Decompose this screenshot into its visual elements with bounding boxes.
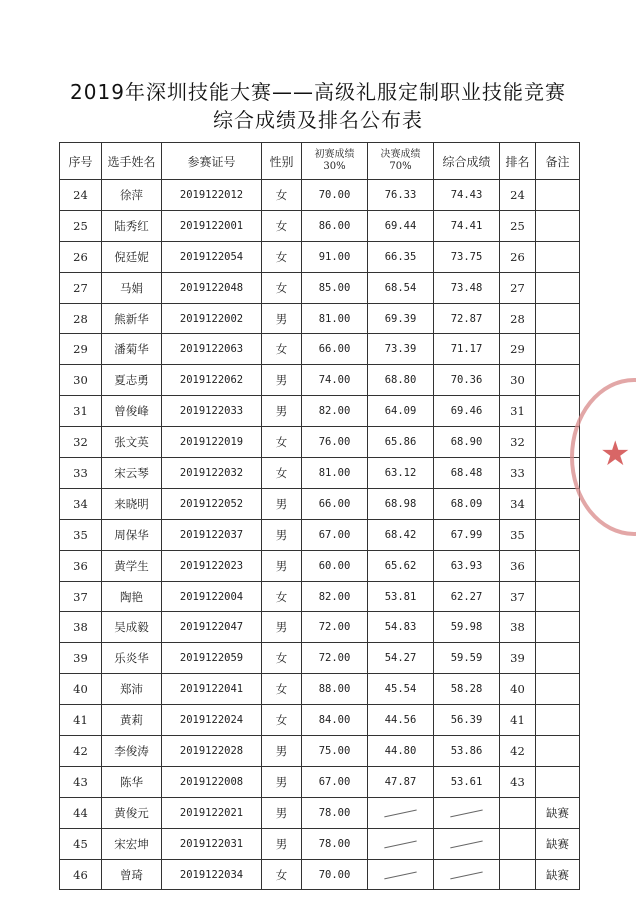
cell-gender: 女 bbox=[262, 272, 302, 303]
cell-note bbox=[536, 210, 580, 241]
cell-id: 2019122023 bbox=[162, 550, 262, 581]
cell-name: 周保华 bbox=[102, 519, 162, 550]
cell-seq: 38 bbox=[60, 612, 102, 643]
cell-gender: 男 bbox=[262, 488, 302, 519]
cell-final: 45.54 bbox=[368, 674, 434, 705]
header-prelim bbox=[302, 143, 368, 180]
cell-rank: 41 bbox=[500, 705, 536, 736]
cell-id: 2019122037 bbox=[162, 519, 262, 550]
header-prelim-weight: 30% bbox=[323, 161, 346, 172]
cell-note: 缺赛 bbox=[536, 859, 580, 890]
cell-total: 68.90 bbox=[434, 427, 500, 458]
cell-final: 68.80 bbox=[368, 365, 434, 396]
cell-prelim: 84.00 bbox=[302, 705, 368, 736]
cell-name: 宋宏坤 bbox=[102, 828, 162, 859]
cell-note bbox=[536, 365, 580, 396]
cell-final: 68.42 bbox=[368, 519, 434, 550]
cell-final: 73.39 bbox=[368, 334, 434, 365]
cell-name: 宋云琴 bbox=[102, 458, 162, 489]
document-title: 2019年深圳技能大赛——高级礼服定制职业技能竞赛 bbox=[70, 80, 566, 104]
cell-final: 69.44 bbox=[368, 210, 434, 241]
header-prelim-label: 初赛成绩 bbox=[314, 149, 355, 160]
cell-note bbox=[536, 519, 580, 550]
cell-rank: 36 bbox=[500, 550, 536, 581]
cell-gender: 女 bbox=[262, 241, 302, 272]
cell-name: 陈华 bbox=[102, 766, 162, 797]
cell-note bbox=[536, 581, 580, 612]
cell-total: 67.99 bbox=[434, 519, 500, 550]
cell-note bbox=[536, 303, 580, 334]
cell-prelim: 67.00 bbox=[302, 519, 368, 550]
header-note: 备注 bbox=[536, 143, 580, 180]
cell-gender: 女 bbox=[262, 705, 302, 736]
cell-seq: 40 bbox=[60, 674, 102, 705]
cell-rank bbox=[500, 828, 536, 859]
table-row bbox=[60, 488, 580, 519]
table-row bbox=[60, 828, 580, 859]
cell-seq: 34 bbox=[60, 488, 102, 519]
cell-prelim: 72.00 bbox=[302, 612, 368, 643]
cell-rank: 28 bbox=[500, 303, 536, 334]
cell-name: 曾琦 bbox=[102, 859, 162, 890]
cell-prelim: 74.00 bbox=[302, 365, 368, 396]
cell-id: 2019122024 bbox=[162, 705, 262, 736]
header-seq: 序号 bbox=[60, 143, 102, 180]
cell-prelim: 70.00 bbox=[302, 180, 368, 211]
table-row bbox=[60, 334, 580, 365]
table-row bbox=[60, 674, 580, 705]
table-row bbox=[60, 766, 580, 797]
document-subtitle: 综合成绩及排名公布表 bbox=[213, 108, 423, 132]
table-row bbox=[60, 427, 580, 458]
cell-total: 53.61 bbox=[434, 766, 500, 797]
table-row bbox=[60, 859, 580, 890]
cell-id: 2019122028 bbox=[162, 736, 262, 767]
cell-id: 2019122004 bbox=[162, 581, 262, 612]
cell-total: 63.93 bbox=[434, 550, 500, 581]
cell-final: 64.09 bbox=[368, 396, 434, 427]
cell-note bbox=[536, 241, 580, 272]
cell-rank: 35 bbox=[500, 519, 536, 550]
cell-seq: 28 bbox=[60, 303, 102, 334]
table-body bbox=[60, 180, 580, 890]
cell-rank: 32 bbox=[500, 427, 536, 458]
cell-gender: 女 bbox=[262, 427, 302, 458]
cell-rank: 40 bbox=[500, 674, 536, 705]
cell-seq: 43 bbox=[60, 766, 102, 797]
cell-total: 62.27 bbox=[434, 581, 500, 612]
cell-total bbox=[434, 859, 500, 890]
cell-final: 68.54 bbox=[368, 272, 434, 303]
cell-total: 69.46 bbox=[434, 396, 500, 427]
cell-id: 2019122041 bbox=[162, 674, 262, 705]
cell-final: 53.81 bbox=[368, 581, 434, 612]
cell-seq: 39 bbox=[60, 643, 102, 674]
cell-rank: 31 bbox=[500, 396, 536, 427]
cell-note bbox=[536, 674, 580, 705]
cell-rank: 38 bbox=[500, 612, 536, 643]
cell-gender: 男 bbox=[262, 797, 302, 828]
cell-note bbox=[536, 612, 580, 643]
cell-rank: 42 bbox=[500, 736, 536, 767]
cell-final: 44.56 bbox=[368, 705, 434, 736]
cell-rank: 29 bbox=[500, 334, 536, 365]
cell-prelim: 82.00 bbox=[302, 396, 368, 427]
cell-note bbox=[536, 766, 580, 797]
cell-total: 73.75 bbox=[434, 241, 500, 272]
cell-seq: 35 bbox=[60, 519, 102, 550]
cell-gender: 男 bbox=[262, 766, 302, 797]
cell-id: 2019122059 bbox=[162, 643, 262, 674]
table-row bbox=[60, 210, 580, 241]
cell-total: 74.43 bbox=[434, 180, 500, 211]
cell-note bbox=[536, 705, 580, 736]
cell-prelim: 91.00 bbox=[302, 241, 368, 272]
cell-note: 缺赛 bbox=[536, 828, 580, 859]
cell-final: 47.87 bbox=[368, 766, 434, 797]
cell-prelim: 78.00 bbox=[302, 828, 368, 859]
cell-rank bbox=[500, 859, 536, 890]
cell-seq: 36 bbox=[60, 550, 102, 581]
cell-gender: 男 bbox=[262, 365, 302, 396]
cell-rank: 33 bbox=[500, 458, 536, 489]
cell-gender: 男 bbox=[262, 736, 302, 767]
cell-name: 马娟 bbox=[102, 272, 162, 303]
cell-rank: 24 bbox=[500, 180, 536, 211]
table-row bbox=[60, 180, 580, 211]
cell-final: 63.12 bbox=[368, 458, 434, 489]
cell-name: 黄莉 bbox=[102, 705, 162, 736]
cell-seq: 25 bbox=[60, 210, 102, 241]
cell-name: 夏志勇 bbox=[102, 365, 162, 396]
cell-note bbox=[536, 396, 580, 427]
cell-seq: 45 bbox=[60, 828, 102, 859]
cell-gender: 女 bbox=[262, 458, 302, 489]
table-row bbox=[60, 396, 580, 427]
cell-note bbox=[536, 180, 580, 211]
cell-rank: 39 bbox=[500, 643, 536, 674]
cell-total: 74.41 bbox=[434, 210, 500, 241]
cell-note bbox=[536, 272, 580, 303]
cell-final: 44.80 bbox=[368, 736, 434, 767]
table-row bbox=[60, 581, 580, 612]
cell-final bbox=[368, 828, 434, 859]
cell-total: 53.86 bbox=[434, 736, 500, 767]
cell-gender: 女 bbox=[262, 334, 302, 365]
cell-name: 郑沛 bbox=[102, 674, 162, 705]
cell-id: 2019122031 bbox=[162, 828, 262, 859]
cell-seq: 24 bbox=[60, 180, 102, 211]
cell-rank: 27 bbox=[500, 272, 536, 303]
cell-id: 2019122019 bbox=[162, 427, 262, 458]
cell-rank bbox=[500, 797, 536, 828]
cell-prelim: 88.00 bbox=[302, 674, 368, 705]
cell-gender: 男 bbox=[262, 396, 302, 427]
table-row bbox=[60, 458, 580, 489]
header-total: 综合成绩 bbox=[434, 143, 500, 180]
header-final-weight: 70% bbox=[389, 161, 412, 172]
cell-seq: 27 bbox=[60, 272, 102, 303]
cell-name: 吴成毅 bbox=[102, 612, 162, 643]
cell-prelim: 86.00 bbox=[302, 210, 368, 241]
cell-id: 2019122001 bbox=[162, 210, 262, 241]
cell-name: 黄学生 bbox=[102, 550, 162, 581]
cell-note bbox=[536, 334, 580, 365]
header-final bbox=[368, 143, 434, 180]
cell-rank: 34 bbox=[500, 488, 536, 519]
cell-id: 2019122008 bbox=[162, 766, 262, 797]
table-row bbox=[60, 550, 580, 581]
cell-final: 54.83 bbox=[368, 612, 434, 643]
cell-final: 69.39 bbox=[368, 303, 434, 334]
cell-prelim: 72.00 bbox=[302, 643, 368, 674]
cell-name: 陶艳 bbox=[102, 581, 162, 612]
cell-final bbox=[368, 797, 434, 828]
cell-id: 2019122002 bbox=[162, 303, 262, 334]
cell-id: 2019122033 bbox=[162, 396, 262, 427]
cell-final bbox=[368, 859, 434, 890]
cell-rank: 26 bbox=[500, 241, 536, 272]
cell-gender: 女 bbox=[262, 859, 302, 890]
cell-rank: 25 bbox=[500, 210, 536, 241]
table-row bbox=[60, 643, 580, 674]
cell-seq: 37 bbox=[60, 581, 102, 612]
header-name: 选手姓名 bbox=[102, 143, 162, 180]
cell-seq: 32 bbox=[60, 427, 102, 458]
header-id: 参赛证号 bbox=[162, 143, 262, 180]
cell-gender: 男 bbox=[262, 828, 302, 859]
cell-id: 2019122047 bbox=[162, 612, 262, 643]
header-final-label: 决赛成绩 bbox=[380, 149, 421, 160]
table-row bbox=[60, 797, 580, 828]
table-row bbox=[60, 736, 580, 767]
cell-note bbox=[536, 488, 580, 519]
cell-note bbox=[536, 736, 580, 767]
cell-prelim: 75.00 bbox=[302, 736, 368, 767]
cell-total: 70.36 bbox=[434, 365, 500, 396]
cell-final: 54.27 bbox=[368, 643, 434, 674]
cell-total: 59.98 bbox=[434, 612, 500, 643]
cell-gender: 女 bbox=[262, 210, 302, 241]
header-gender: 性别 bbox=[262, 143, 302, 180]
table-row bbox=[60, 519, 580, 550]
table-row bbox=[60, 241, 580, 272]
cell-prelim: 78.00 bbox=[302, 797, 368, 828]
cell-prelim: 67.00 bbox=[302, 766, 368, 797]
cell-id: 2019122062 bbox=[162, 365, 262, 396]
cell-final: 65.62 bbox=[368, 550, 434, 581]
table-row bbox=[60, 303, 580, 334]
cell-note: 缺赛 bbox=[536, 797, 580, 828]
table-row bbox=[60, 705, 580, 736]
cell-id: 2019122052 bbox=[162, 488, 262, 519]
cell-name: 曾俊峰 bbox=[102, 396, 162, 427]
cell-name: 陆秀红 bbox=[102, 210, 162, 241]
cell-seq: 42 bbox=[60, 736, 102, 767]
cell-seq: 29 bbox=[60, 334, 102, 365]
cell-gender: 男 bbox=[262, 519, 302, 550]
cell-gender: 女 bbox=[262, 674, 302, 705]
table-row bbox=[60, 612, 580, 643]
cell-id: 2019122034 bbox=[162, 859, 262, 890]
cell-total bbox=[434, 828, 500, 859]
cell-rank: 37 bbox=[500, 581, 536, 612]
cell-seq: 44 bbox=[60, 797, 102, 828]
cell-total: 58.28 bbox=[434, 674, 500, 705]
cell-final: 66.35 bbox=[368, 241, 434, 272]
cell-name: 来晓明 bbox=[102, 488, 162, 519]
table-header-row bbox=[60, 143, 580, 180]
cell-name: 李俊涛 bbox=[102, 736, 162, 767]
cell-id: 2019122032 bbox=[162, 458, 262, 489]
cell-seq: 41 bbox=[60, 705, 102, 736]
cell-gender: 男 bbox=[262, 612, 302, 643]
cell-gender: 女 bbox=[262, 180, 302, 211]
cell-note bbox=[536, 643, 580, 674]
cell-prelim: 82.00 bbox=[302, 581, 368, 612]
cell-name: 黄俊元 bbox=[102, 797, 162, 828]
cell-prelim: 70.00 bbox=[302, 859, 368, 890]
cell-prelim: 60.00 bbox=[302, 550, 368, 581]
cell-gender: 女 bbox=[262, 581, 302, 612]
cell-total: 71.17 bbox=[434, 334, 500, 365]
cell-total: 68.48 bbox=[434, 458, 500, 489]
cell-seq: 33 bbox=[60, 458, 102, 489]
cell-final: 65.86 bbox=[368, 427, 434, 458]
cell-final: 68.98 bbox=[368, 488, 434, 519]
cell-rank: 30 bbox=[500, 365, 536, 396]
cell-prelim: 66.00 bbox=[302, 334, 368, 365]
results-table bbox=[59, 142, 580, 890]
cell-name: 徐萍 bbox=[102, 180, 162, 211]
cell-prelim: 81.00 bbox=[302, 303, 368, 334]
cell-prelim: 85.00 bbox=[302, 272, 368, 303]
cell-name: 熊新华 bbox=[102, 303, 162, 334]
cell-name: 乐炎华 bbox=[102, 643, 162, 674]
cell-total: 72.87 bbox=[434, 303, 500, 334]
cell-total: 73.48 bbox=[434, 272, 500, 303]
cell-prelim: 66.00 bbox=[302, 488, 368, 519]
table-row bbox=[60, 365, 580, 396]
cell-seq: 46 bbox=[60, 859, 102, 890]
cell-total: 68.09 bbox=[434, 488, 500, 519]
cell-id: 2019122063 bbox=[162, 334, 262, 365]
cell-name: 潘菊华 bbox=[102, 334, 162, 365]
cell-gender: 女 bbox=[262, 643, 302, 674]
cell-id: 2019122021 bbox=[162, 797, 262, 828]
cell-total: 56.39 bbox=[434, 705, 500, 736]
cell-note bbox=[536, 550, 580, 581]
cell-id: 2019122048 bbox=[162, 272, 262, 303]
cell-id: 2019122012 bbox=[162, 180, 262, 211]
cell-name: 倪廷妮 bbox=[102, 241, 162, 272]
cell-seq: 26 bbox=[60, 241, 102, 272]
cell-gender: 男 bbox=[262, 550, 302, 581]
cell-total: 59.59 bbox=[434, 643, 500, 674]
cell-name: 张文英 bbox=[102, 427, 162, 458]
cell-prelim: 76.00 bbox=[302, 427, 368, 458]
cell-rank: 43 bbox=[500, 766, 536, 797]
header-rank: 排名 bbox=[500, 143, 536, 180]
cell-final: 76.33 bbox=[368, 180, 434, 211]
table-row bbox=[60, 272, 580, 303]
cell-seq: 31 bbox=[60, 396, 102, 427]
seal-star-icon: ★ bbox=[600, 434, 631, 474]
cell-total bbox=[434, 797, 500, 828]
cell-seq: 30 bbox=[60, 365, 102, 396]
cell-gender: 男 bbox=[262, 303, 302, 334]
cell-id: 2019122054 bbox=[162, 241, 262, 272]
cell-prelim: 81.00 bbox=[302, 458, 368, 489]
